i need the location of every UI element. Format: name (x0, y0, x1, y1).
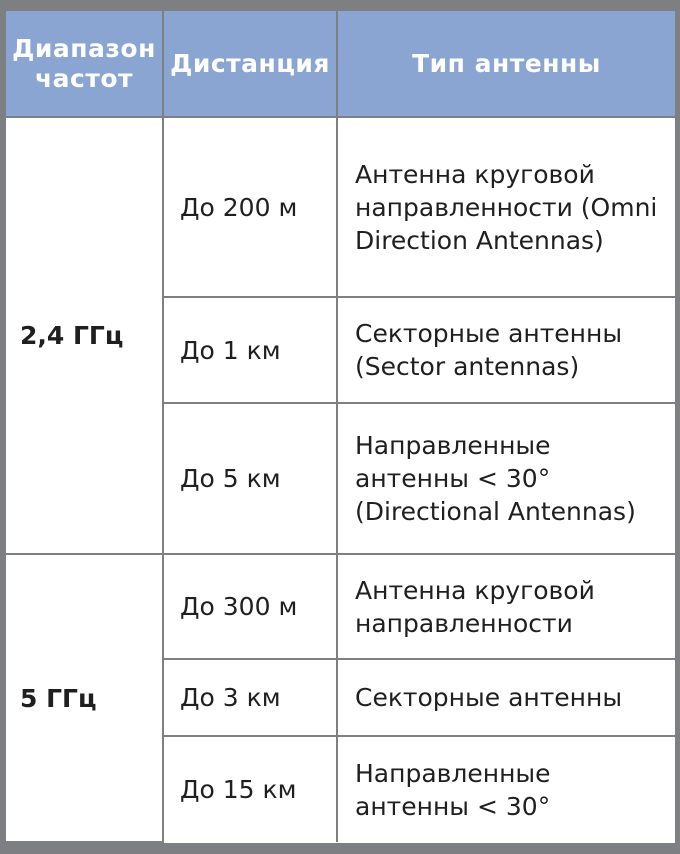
antenna-type-cell: Секторные антенны (337, 659, 675, 736)
antenna-type-cell: Антенна круговой направленности (337, 554, 675, 659)
band-cell: 2,4 ГГц (6, 117, 163, 554)
table-header-row (6, 11, 675, 117)
distance-cell: До 1 км (163, 297, 337, 403)
distance-cell: До 3 км (163, 659, 337, 736)
antenna-type-cell: Антенна круговой направленности (Omni Direction Antennas) (337, 117, 675, 297)
distance-cell: До 15 км (163, 736, 337, 842)
header-antenna-type: Тип антенны (337, 11, 675, 117)
antenna-type-cell: Направленные антенны < 30° (355, 758, 551, 821)
header-distance: Дистанция (163, 11, 337, 117)
band-cell: 5 ГГц (6, 554, 163, 842)
table-row (6, 117, 675, 297)
table-row (6, 554, 675, 659)
antenna-range-table (6, 11, 675, 843)
antenna-type-cell: Секторные антенны (Sector antennas) (337, 297, 675, 403)
distance-cell: До 300 м (163, 554, 337, 659)
distance-cell: До 5 км (163, 403, 337, 554)
header-band: Диапазон частот (6, 11, 163, 117)
distance-cell: До 200 м (163, 117, 337, 297)
antenna-type-cell: Направленные антенны < 30° (Directional Antennas) (337, 403, 675, 554)
